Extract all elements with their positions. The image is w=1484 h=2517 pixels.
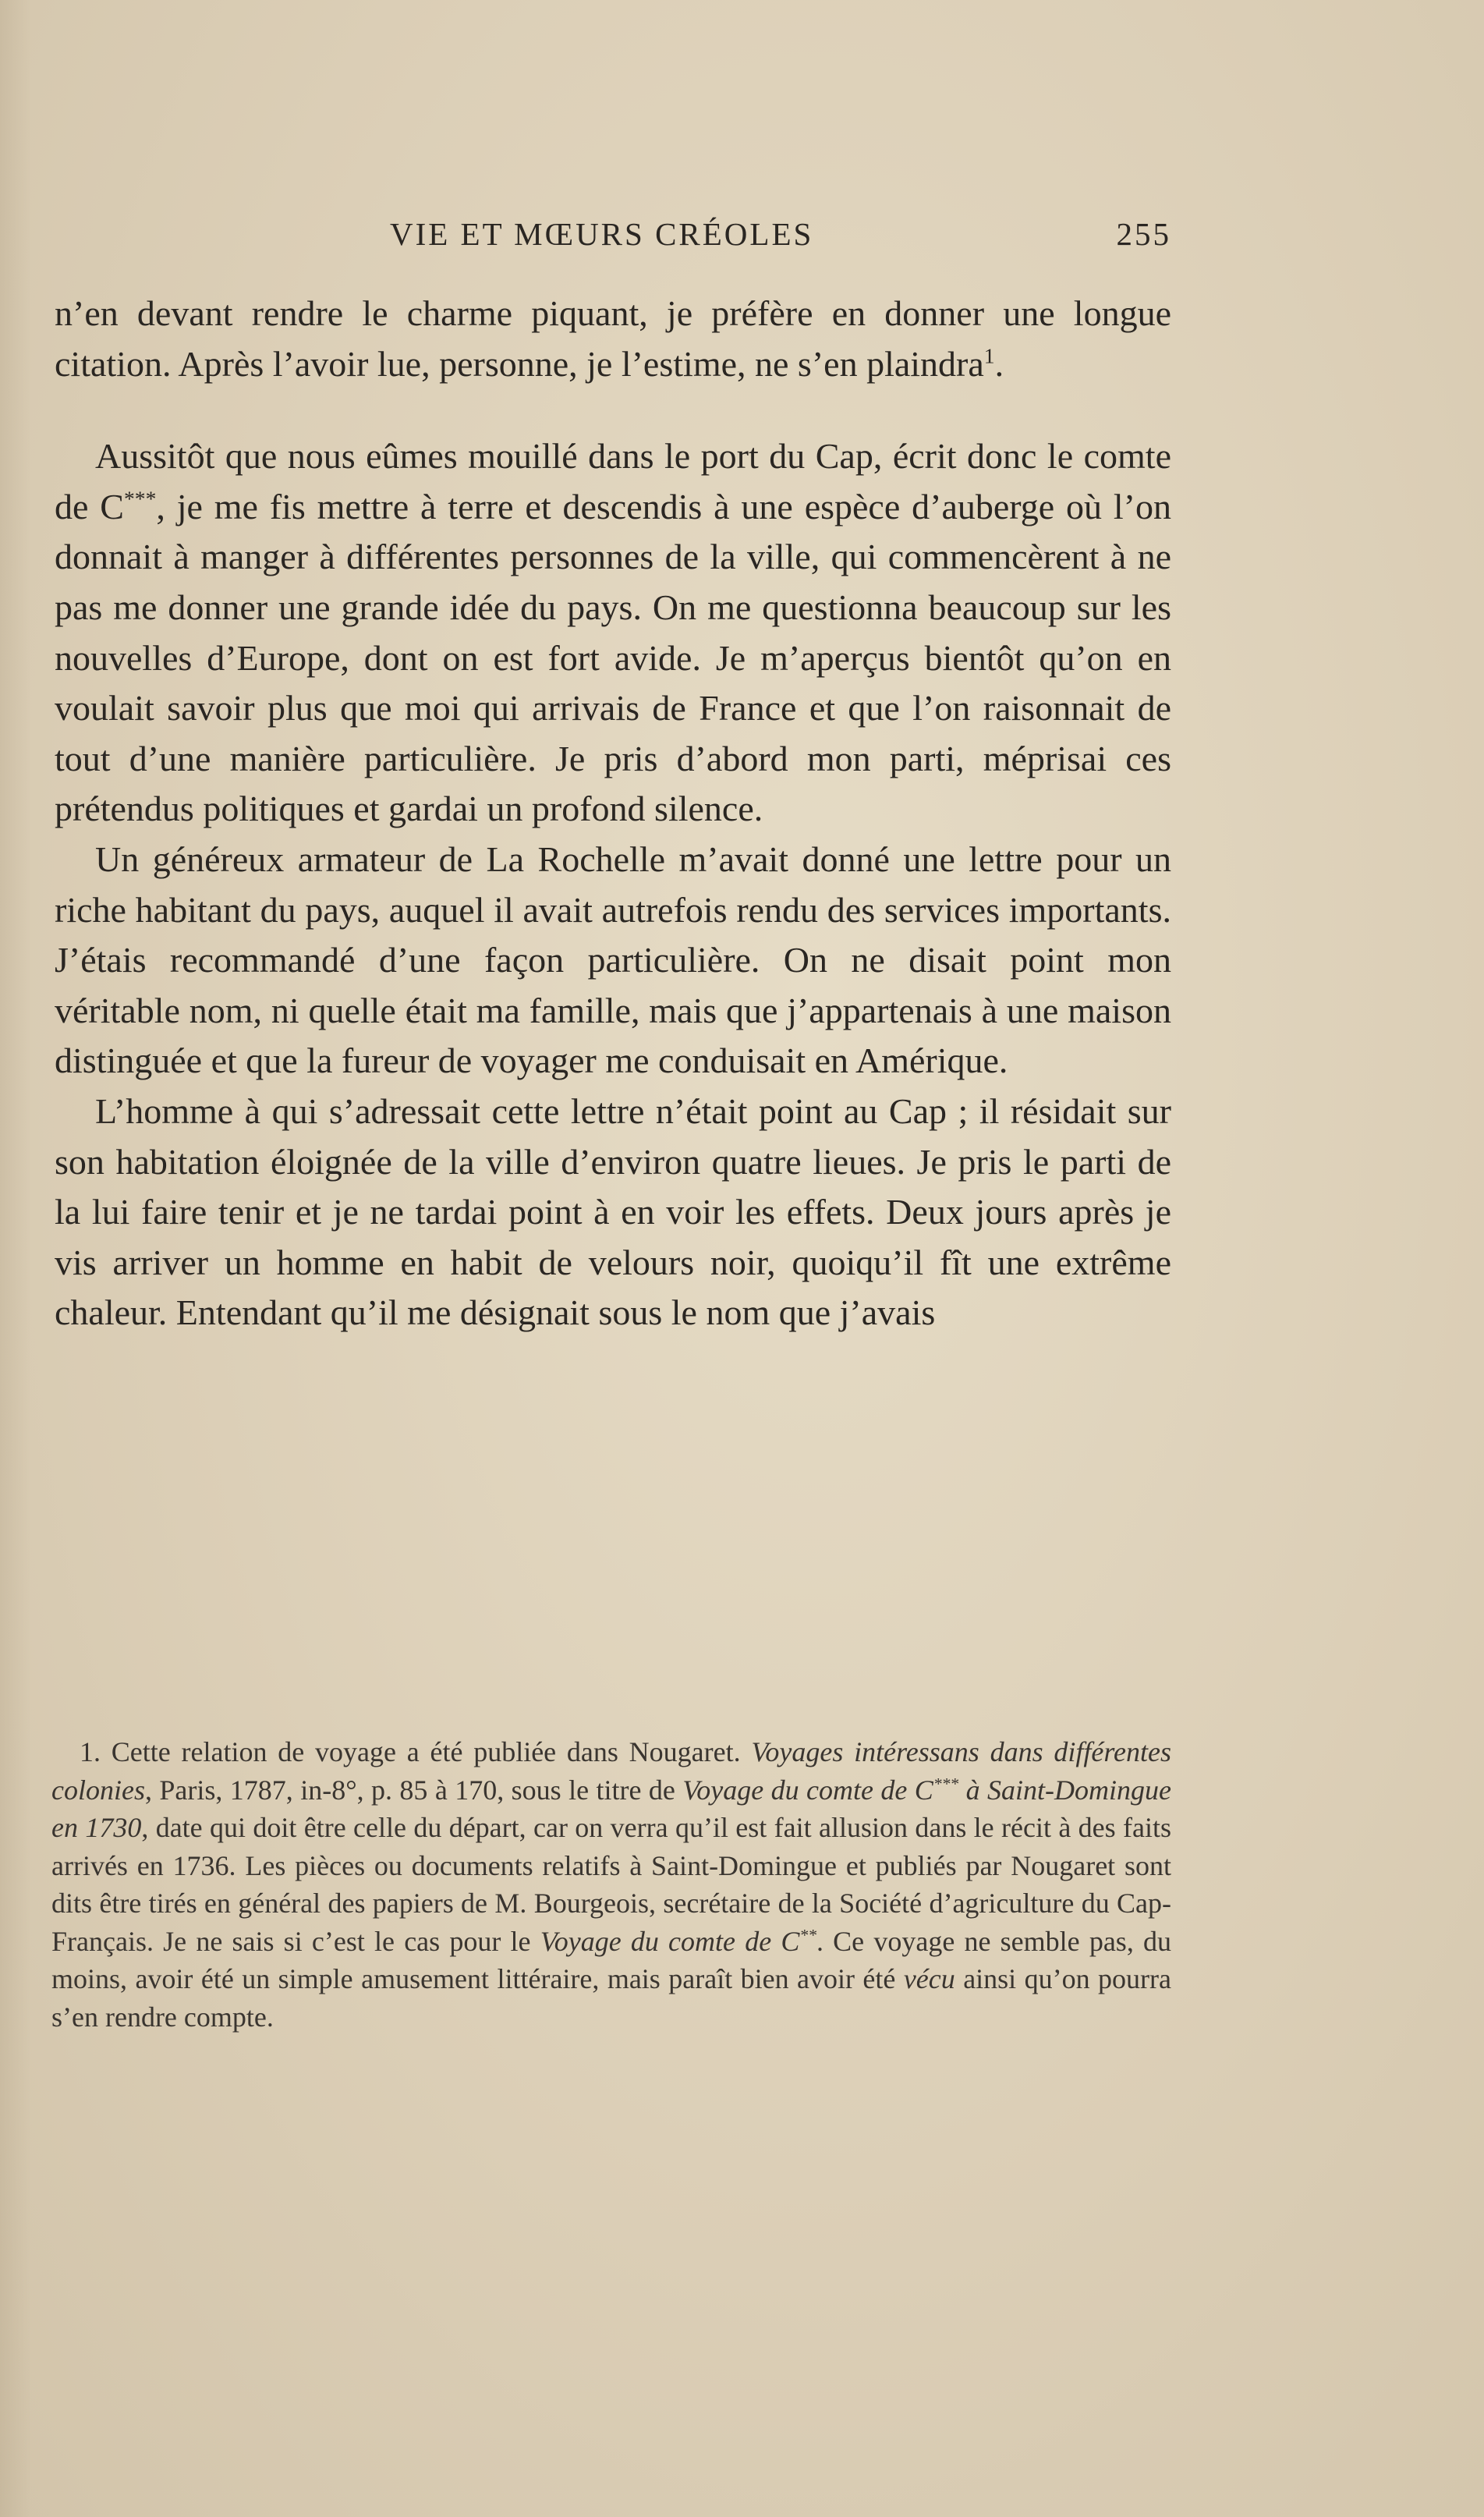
footnote-text-2: , Paris, 1787, in-8°, p. 85 à 170, sous le titre de: [144, 1774, 683, 1806]
footnote-reference: 1: [983, 343, 995, 368]
paragraph-1-text: n’en devant rendre le charme piquant, je préfère en donner une longue citation. Après l’avoir lue, personne, je l’estime, ne s’en plaindra: [55, 293, 1171, 384]
paragraph-2-part-b: , je me fis mettre à terre et descendis à une espèce d’auberge où l’on donnait à manger à différentes personnes de la ville, qui commencèrent à ne pas me donner une grande idée du pays. On me questionna beaucoup sur les nouvelles d’Europe, dont on est fort avide. Je m’aperçus bientôt qu’on en voulait savoir plus que moi qui arrivais de France et que l’on raisonnait de tout d’une manière particulière. Je pris d’abord mon parti, méprisai ces prétendus politiques et gardai un profond silence.: [55, 486, 1171, 829]
page-header: [55, 215, 1171, 262]
paragraph-1-end: .: [994, 343, 1004, 384]
running-title: VIE ET MŒURS CRÉOLES: [390, 216, 814, 252]
paragraph-2-part-a: Aussitôt que nous eûmes mouillé dans le port du Cap, écrit donc le comte de C: [55, 436, 1171, 526]
paragraph-1: [55, 289, 1171, 389]
footnote-text-3: , date qui doit être celle du départ, car on verra qu’il est fait allusion dans le récit à des faits arrivés en 1736. Les pièces ou documents relatifs à Saint-Domingue et publiés par Nougaret sont dits être tirés en général des papiers de M. Bourgeois, secrétaire de la Société d’agriculture du Cap-Français. Je ne sais si c’est le cas pour le: [51, 1812, 1171, 1957]
footnote-number: 1: [80, 1736, 94, 1767]
page-edge-shadow: [0, 0, 31, 2517]
footnote-text-1: . Cette relation de voyage a été publiée dans Nougaret.: [94, 1736, 752, 1767]
page-number: 255: [1116, 216, 1171, 252]
paragraph-2-stars: ***: [123, 486, 157, 511]
paragraph-4: L’homme à qui s’adressait cette lettre n’était point au Cap ; il résidait sur son habitation éloignée de la ville d’environ quatre lieues. Je pris le parti de la lui faire tenir et je ne tardai point à en voir les effets. Deux jours après je vis arriver un homme en habit de velours noir, quoiqu’il fît une extrême chaleur. Entendant qu’il me désignait sous le nom que j’avais: [55, 1090, 1171, 1333]
footnote-text-5: ainsi qu’on pourra s’en rendre compte.: [51, 1963, 1171, 2033]
footnote-italic-2a: Voyage du comte de C: [682, 1774, 933, 1806]
footnote-italic-3-stars: **: [799, 1925, 816, 1944]
body-text: [55, 289, 1171, 1338]
footnote-italic-title-3: [540, 1926, 816, 1957]
footnote-text-4: . Ce voyage ne semble pas, du moins, avoir été un simple amusement littéraire, mais paraît bien avoir été: [51, 1925, 1172, 1994]
footnote-italic-word: vécu: [903, 1963, 955, 1994]
paragraph-3: Un généreux armateur de La Rochelle m’avait donné une lettre pour un riche habitant du pays, auquel il avait autrefois rendu des services importants. J’étais recommandé d’une façon particulière. On ne disait point mon véritable nom, ni quelle était ma famille, mais que j’appartenais à une maison distinguée et que la fureur de voyager me conduisait en Amérique.: [55, 838, 1171, 1081]
footnote-italic-3a: Voyage du comte de C: [540, 1925, 800, 1957]
paragraph-2: [55, 431, 1171, 835]
footnote-italic-title-1: Voyages intéressans dans différentes colonies: [51, 1736, 1171, 1806]
footnote-italic-2b: à Saint-Domingue en 1730: [51, 1774, 1171, 1843]
footnotes: [51, 1733, 1171, 2036]
footnote-1: [51, 1733, 1171, 2036]
footnote-italic-2-stars: ***: [933, 1774, 959, 1793]
